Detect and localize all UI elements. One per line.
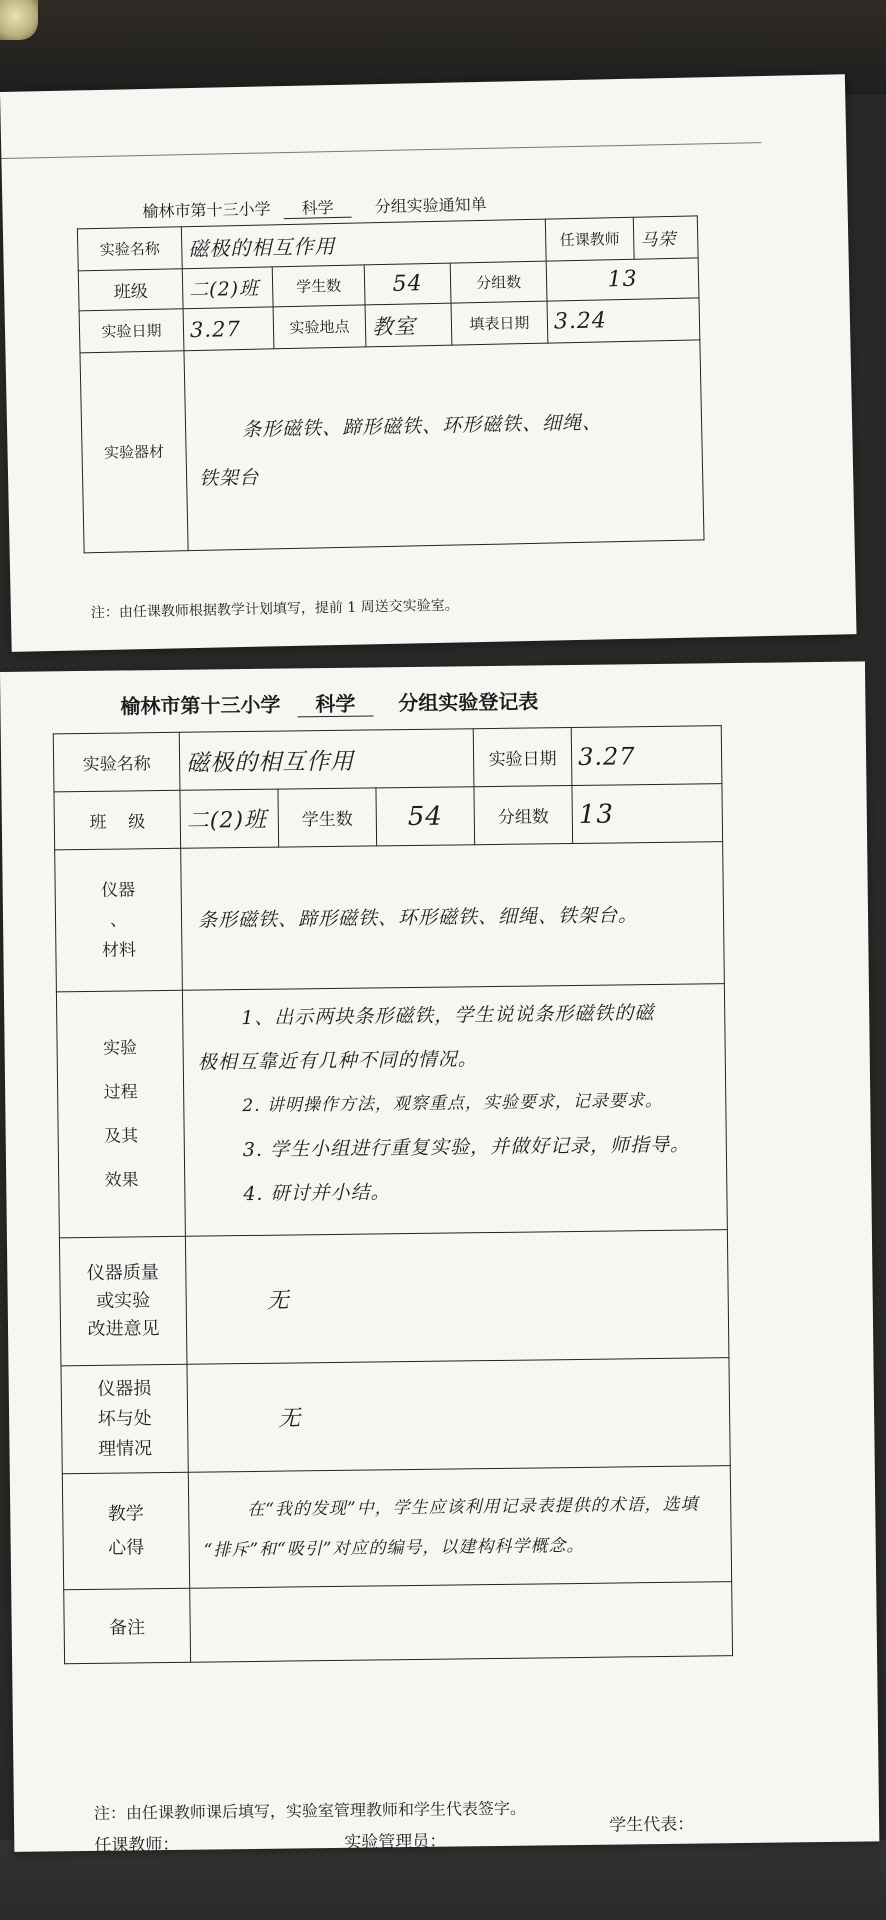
signature-admin-label: 实验管理员： — [344, 1831, 447, 1853]
value-record-students: 54 — [376, 787, 475, 846]
value-equipment — [184, 340, 704, 551]
notice-table — [77, 215, 705, 553]
quality-label-line-2: 或实验 — [96, 1289, 151, 1312]
process-step-3: 3. 学生小组进行重复实验，并做好记录，师指导。 — [242, 1133, 691, 1162]
process-step-1: 1、出示两块条形磁铁，学生说说条形磁铁的磁 — [241, 1002, 655, 1030]
record-form-title: 分组实验登记表 — [398, 689, 539, 716]
process-label-line-4: 效果 — [104, 1169, 139, 1191]
value-materials: 条形磁铁、蹄形磁铁、环形磁铁、细绳、铁架台。 — [181, 842, 725, 991]
label-record-groups: 分组数 — [474, 786, 573, 845]
value-place: 教室 — [365, 303, 452, 347]
reflection-label-line-2: 心得 — [108, 1536, 145, 1559]
record-table — [53, 725, 733, 1664]
label-quality — [59, 1236, 187, 1366]
label-teacher: 任课教师 — [545, 217, 634, 261]
value-record-exp-name: 磁极的相互作用 — [179, 729, 474, 791]
value-class: 二(2)班 — [182, 267, 273, 309]
notice-subject: 科学 — [283, 198, 351, 219]
value-exp-name: 磁极的相互作用 — [181, 219, 546, 269]
damage-label-line-1: 仪器损 — [97, 1377, 152, 1400]
process-label-line-3: 及其 — [104, 1125, 139, 1147]
record-subject: 科学 — [297, 691, 373, 717]
value-exp-date: 3.27 — [183, 307, 274, 351]
value-fill-date: 3.24 — [547, 298, 700, 343]
experiment-record-sheet — [0, 661, 879, 1856]
record-title — [120, 685, 538, 719]
record-footnote: 注：由任课教师课后填写，实验室管理教师和学生代表签字。 — [93, 1798, 527, 1823]
value-quality: 无 — [185, 1230, 729, 1365]
value-students: 54 — [364, 263, 451, 305]
value-record-class: 二(2)班 — [180, 789, 279, 848]
signature-student-label: 学生代表： — [609, 1814, 695, 1836]
label-remark: 备注 — [64, 1588, 191, 1664]
quality-label-line-1: 仪器质量 — [86, 1261, 159, 1284]
value-process — [182, 984, 727, 1237]
label-record-students: 学生数 — [278, 788, 377, 847]
damage-label-line-3: 理情况 — [97, 1437, 153, 1460]
value-teacher: 马荣 — [633, 216, 698, 259]
process-step-4: 4. 研讨并小结。 — [243, 1181, 391, 1206]
notice-school: 榆林市第十三小学 — [142, 199, 271, 222]
label-record-exp-date: 实验日期 — [473, 728, 572, 787]
reflection-label-line-1: 教学 — [107, 1502, 144, 1525]
label-fill-date: 填表日期 — [451, 301, 548, 345]
value-record-groups: 13 — [572, 784, 723, 844]
label-damage — [61, 1364, 188, 1474]
materials-label-line-2: 、 — [109, 909, 128, 931]
value-damage: 无 — [187, 1358, 730, 1473]
materials-label-line-3: 材料 — [101, 939, 137, 961]
quality-label-line-3: 改进意见 — [87, 1317, 160, 1340]
label-materials — [55, 848, 183, 992]
label-reflection — [62, 1472, 189, 1590]
value-reflection — [188, 1466, 731, 1589]
value-groups: 13 — [546, 258, 699, 301]
reflection-line-2: “排斥”和“吸引”对应的编号，以建构科学概念。 — [203, 1535, 585, 1561]
value-record-exp-date: 3.27 — [571, 726, 722, 786]
binder-clip — [0, 0, 38, 40]
label-exp-name: 实验名称 — [77, 227, 182, 271]
reflection-line-1: 在“我的发现”中，学生应该利用记录表提供的术语，选填 — [247, 1494, 699, 1520]
materials-label-line-1: 仪器 — [101, 879, 136, 901]
equipment-line-2: 铁架台 — [198, 466, 260, 490]
label-class: 班级 — [78, 269, 183, 311]
record-school: 榆林市第十三小学 — [120, 692, 281, 719]
notice-form-title: 分组实验通知单 — [374, 194, 487, 217]
label-record-class: 班 级 — [54, 790, 181, 850]
label-exp-date: 实验日期 — [79, 309, 184, 353]
process-step-2: 2. 讲明操作方法，观察重点，实验要求，记录要求。 — [242, 1090, 664, 1117]
notice-title — [142, 192, 487, 222]
equipment-line-1: 条形磁铁、蹄形磁铁、环形磁铁、细绳、 — [241, 410, 603, 441]
signature-teacher-label: 任课教师： — [94, 1834, 180, 1856]
notice-footnote: 注：由任课教师根据教学计划填写，提前 1 周送交实验室。 — [90, 597, 459, 622]
top-rule-line — [1, 142, 761, 159]
label-equipment: 实验器材 — [80, 351, 188, 553]
label-place: 实验地点 — [273, 305, 366, 349]
label-record-exp-name: 实验名称 — [53, 732, 180, 792]
label-students: 学生数 — [272, 265, 365, 307]
label-process — [56, 990, 185, 1238]
value-remark — [190, 1582, 733, 1663]
process-label-line-2: 过程 — [103, 1081, 138, 1103]
process-label-line-1: 实验 — [102, 1037, 138, 1059]
experiment-notice-sheet — [0, 74, 857, 652]
process-step-1-cont: 极相互靠近有几种不同的情况。 — [197, 1048, 478, 1074]
damage-label-line-2: 坏与处 — [97, 1407, 152, 1430]
label-groups: 分组数 — [450, 261, 547, 303]
